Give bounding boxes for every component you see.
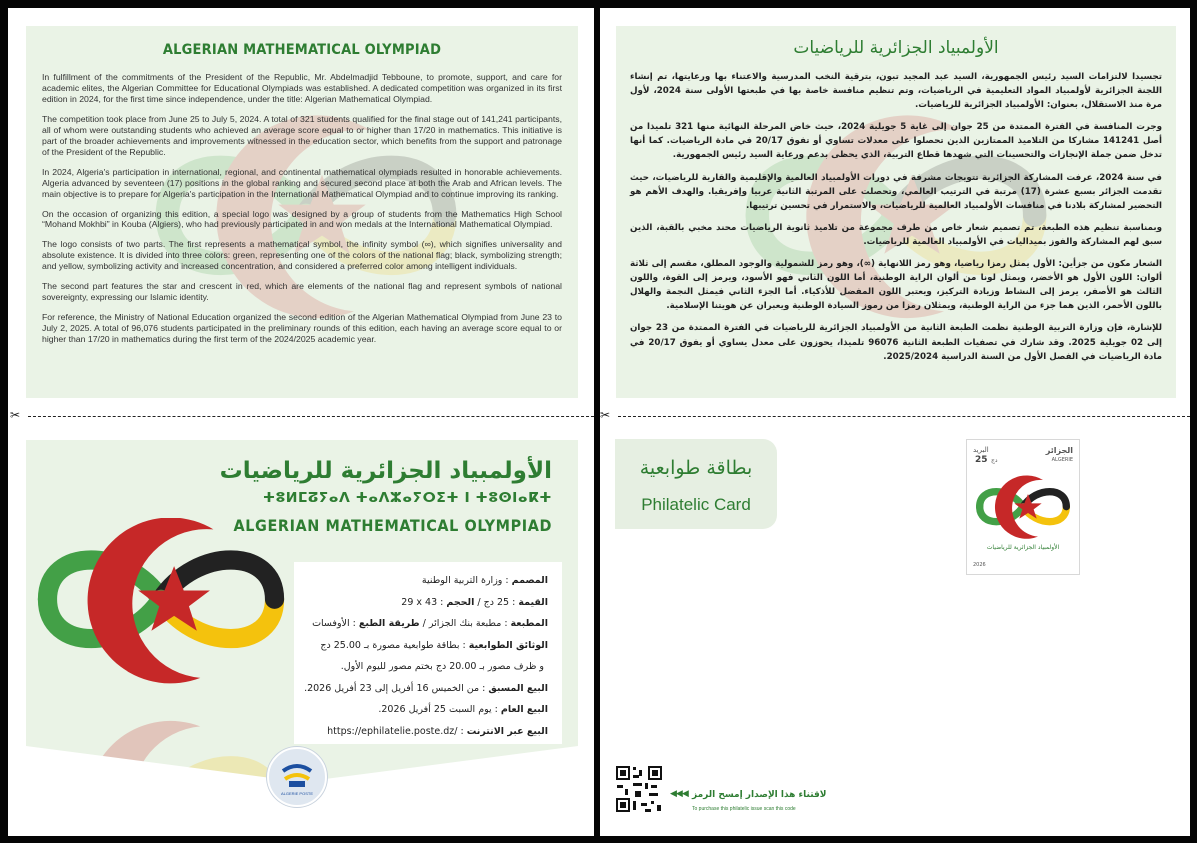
algerie-poste-caption: ALGERIE POSTE <box>280 791 313 796</box>
info-documents: الوثائق الطوابعية : بطاقة طوابعية مصورة بـ 25.00 دج <box>320 639 548 651</box>
postage-stamp <box>966 439 1080 575</box>
cut-line <box>618 416 1190 417</box>
arabic-text-box <box>616 26 1176 398</box>
right-panel <box>600 8 1190 836</box>
stamp-country-french: ALGERIE <box>1051 457 1073 463</box>
arabic-paragraph: للإشارة، فإن وزارة التربية الوطنية نظمت الطبعة الثانية من الأولمبياد الجزائرية للرياضيات في الفترة الممتدة من 23 جوان إلى 02 جويلية 2025. وقد شارك في تصفيات الطبعة الثانية 96076 تلميذا، يحوزون على معدل يساوي أو يفوق 20/17 في مادة الرياضيات في الفصل الأول من السنة الدراسية 2025/2024. <box>630 323 1162 362</box>
stamp-country-arabic: الجزائر <box>1045 446 1073 455</box>
info-designer: المصمم : وزارة التربية الوطنية <box>421 575 548 586</box>
algerie-poste-logo <box>267 747 327 807</box>
philatelic-card-title-english: Philatelic Card <box>641 495 751 514</box>
scissors-icon: ✂ <box>10 408 21 422</box>
info-documents-continued: و ظرف مصور بـ 20.00 دج بختم مصور لليوم الأول. <box>340 661 544 672</box>
cover-title-arabic: الأولمبياد الجزائرية للرياضيات <box>219 458 552 484</box>
arabic-paragraph: وجرت المنافسة في الفترة الممتدة من 25 جوان إلى غاية 5 جويلية 2024، حيث خاض المرحلة النهائية منها 321 تلميذا من أصل 141241 مشاركا من التلاميذ الممتازين الذين تحصلوا على معدلات تساوي أو تفوق 20/17 في مادة الرياضيات. كما أنها تدخل ضمن جملة الإنجازات والتحسينات التي شهدها قطاع التربية، الذي يحظى بدعم ورعاية السيد رئيس الجمهورية. <box>630 122 1162 161</box>
english-title: ALGERIAN MATHEMATICAL OLYMPIAD <box>162 42 442 58</box>
info-value-size: القيمة : 25 دج / الحجم : 29 x 43 <box>401 596 548 608</box>
arabic-paragraph: وبمناسبة تنظيم هذه الطبعة، تم تصميم شعار خاص من طرف مجموعة من تلاميذ ثانوية الرياضيات محند مخبي بالقبة، الذين سبق لهم المشاركة والفوز بميداليات في الأولمبياد العالمية للرياضيات. <box>630 222 1162 247</box>
scissors-icon: ✂ <box>600 408 611 422</box>
english-paragraph: For reference, the Ministry of National Education organized the second edition of the Algerian Mathematical Olympiad from June 23 to July 2, 2025. A total of 96,076 students participated in the preliminary rounds of this edition, each having an average score equal to or higher than 17/20 in mathematics during the first term of the 2024/2025 academic year. <box>42 312 562 345</box>
arabic-paragraph: تجسيدا لالتزامات السيد رئيس الجمهورية، السيد عبد المجيد تبون، بترقية النخب المدرسية والاعتناء بها ورعايتها، تم إنشاء اللجنة الجزائرية لأولمبياد المواد التعليمية في الرياضيات، وتم تنظيم منافسة خاصة بها في طبعتها الأولى سنة 2024، لأول مرة منذ الاستقلال، بعنوان: الأولمبياد الجزائرية للرياضيات. <box>630 72 1162 111</box>
olympiad-logo <box>30 518 292 698</box>
english-text-box <box>26 26 578 398</box>
arabic-title: الأولمبياد الجزائرية للرياضيات <box>793 38 999 58</box>
english-paragraph: The second part features the star and crescent in red, which are elements of the national flag and represent symbols of national sovereignty, expressing our Islamic identity. <box>42 281 562 303</box>
stamp-logo <box>973 466 1073 554</box>
english-paragraph: In fulfillment of the commitments of the President of the Republic, Mr. Abdelmadjid Tebboune, to promote, support, and care for academic elites, the Algerian Committee for Educational Olympiads was established. A dedicated competition was organized in its first edition in 2024, for the first time since independence, under the title: Algerian Mathematical Olympiad. <box>42 72 562 104</box>
qr-instruction-arabic: لاقتناء هذا الإصدار إمسح الرمز <box>692 790 827 800</box>
arabic-paragraph: الشعار مكون من جزأين: الأول يمثل رمزا رياضيا، وهو رمز اللانهاية (∞)، وهو رمز للشمولية والوجود المطلق، مقسم إلى ثلاثة ألوان: اللون الأول هو الأخضر، ويمثل لونا من ألوان الراية الوطنية، أما اللون الثاني فهو الأسود، ويرمز إلى القوة، واللون الثالث هو الأصفر، يرمز إلى النشاط وزيادة التركيز، ويعتبر اللون المفضل للأذكياء. أما الجزء الثاني فيمثل النجمة والهلال باللون الأحمر، الذين هما جزء من الراية الوطنية، ويمثلان رمزا من رموز السيادة الوطنية ويعبران عن هويتنا الإسلامية. <box>630 259 1162 312</box>
stamp-mail-label: البريد <box>973 446 989 454</box>
cover-title-english: ALGERIAN MATHEMATICAL OLYMPIAD <box>233 516 552 535</box>
info-general-sale: البيع العام : يوم السبت 25 أفريل 2026. <box>378 704 548 715</box>
stamp-info-box <box>294 562 562 744</box>
info-printer: المطبعة : مطبعة بنك الجزائر / طريقة الطبع : الأوفسات <box>312 618 548 629</box>
philatelic-card-title-arabic: بطاقة طوابعية <box>639 457 753 479</box>
arrow-icon: ◀◀◀ <box>670 789 688 799</box>
stamp-currency: دج <box>991 457 998 464</box>
qr-code[interactable] <box>615 765 663 813</box>
online-sale-link[interactable]: https://ephilatelie.poste.dz/ <box>327 725 458 737</box>
info-presale: البيع المسبق : من الخميس 16 أفريل إلى 23 أفريل 2026. <box>304 682 548 694</box>
arabic-body <box>630 70 1162 372</box>
stamp-info-list <box>304 570 548 742</box>
stamp-year: 2026 <box>973 562 986 568</box>
english-paragraph: In 2024, Algeria's participation in international, regional, and continental mathematical olympiads resulted in honorable achievements. Algeria advanced by seventeen (17) positions in the global ranking and secured second place at both the Arab and African levels. The main objective is to prepare for Algeria's participation in the International Mathematical Olympiad and to continue improving its ranking. <box>42 166 562 199</box>
philatelic-card-label <box>615 439 777 529</box>
stamp-title: الأولمبياد الجزائرية للرياضيات <box>986 544 1060 551</box>
english-paragraph: The logo consists of two parts. The first represents a mathematical symbol, the infinity symbol (∞), which signifies universality and absolute existence. It is divided into three colors: green, representing one of the colors of the national flag; black, symbolizing strength; and yellow, symbolizing activity and increased concentration, and considered a preferred color among intelligent individuals. <box>42 239 562 272</box>
info-online-sale: البيع عبر الانترنت : https://ephilatelie.poste.dz/ <box>327 725 548 737</box>
arabic-paragraph: في سنة 2024، عرفت المشاركة الجزائرية تتويجات مشرفة في دورات الأولمبياد العالمية والإقليمية والقارية للرياضيات، حيث تقدمت الجزائر بسبع عشرة (17) مرتبة في الترتيب العالمي، وتحصلت على المرتبة الثانية عربيا وإفريقيا. والهدف الأهم هو التحضير لمشاركة بلادنا في منافسات الأولمبياد العالمية للرياضيات، والاستمرار في تحسين ترتيبها. <box>630 172 1162 211</box>
english-body <box>42 72 562 354</box>
english-paragraph: The competition took place from June 25 to July 5, 2024. A total of 321 students qualified for the final stage out of 141,241 participants, all of whom were outstanding students who achieved an average score equal to or higher than 17/20 in mathematics. This initiative is part of the broader achievements and improvements witnessed in the education sector, which benefits from the support and patronage of the President of the Republic. <box>42 113 562 157</box>
left-panel <box>8 8 594 836</box>
qr-instruction-english: To purchase this philatelic issue scan this code <box>692 806 796 812</box>
english-paragraph: On the occasion of organizing this edition, a special logo was designed by a group of students from the Mathematics High School “Mohand Mokhbi” in Kouba (Algiers), who had previously participated in and won medals at the International Mathematical Olympiad. <box>42 208 562 230</box>
cut-line <box>28 416 594 417</box>
cover-title-tifinagh: ⵜⵓⵍⵎⵒⵢⴰⴷ ⵜⴰⴷⵣⴰⵢⵔⵉⵜ ⵏ ⵜⵓⵙⵏⴰⴽⵜ <box>262 490 552 506</box>
algerie-poste-icon <box>269 749 325 805</box>
stamp-value: 25 <box>975 455 988 465</box>
